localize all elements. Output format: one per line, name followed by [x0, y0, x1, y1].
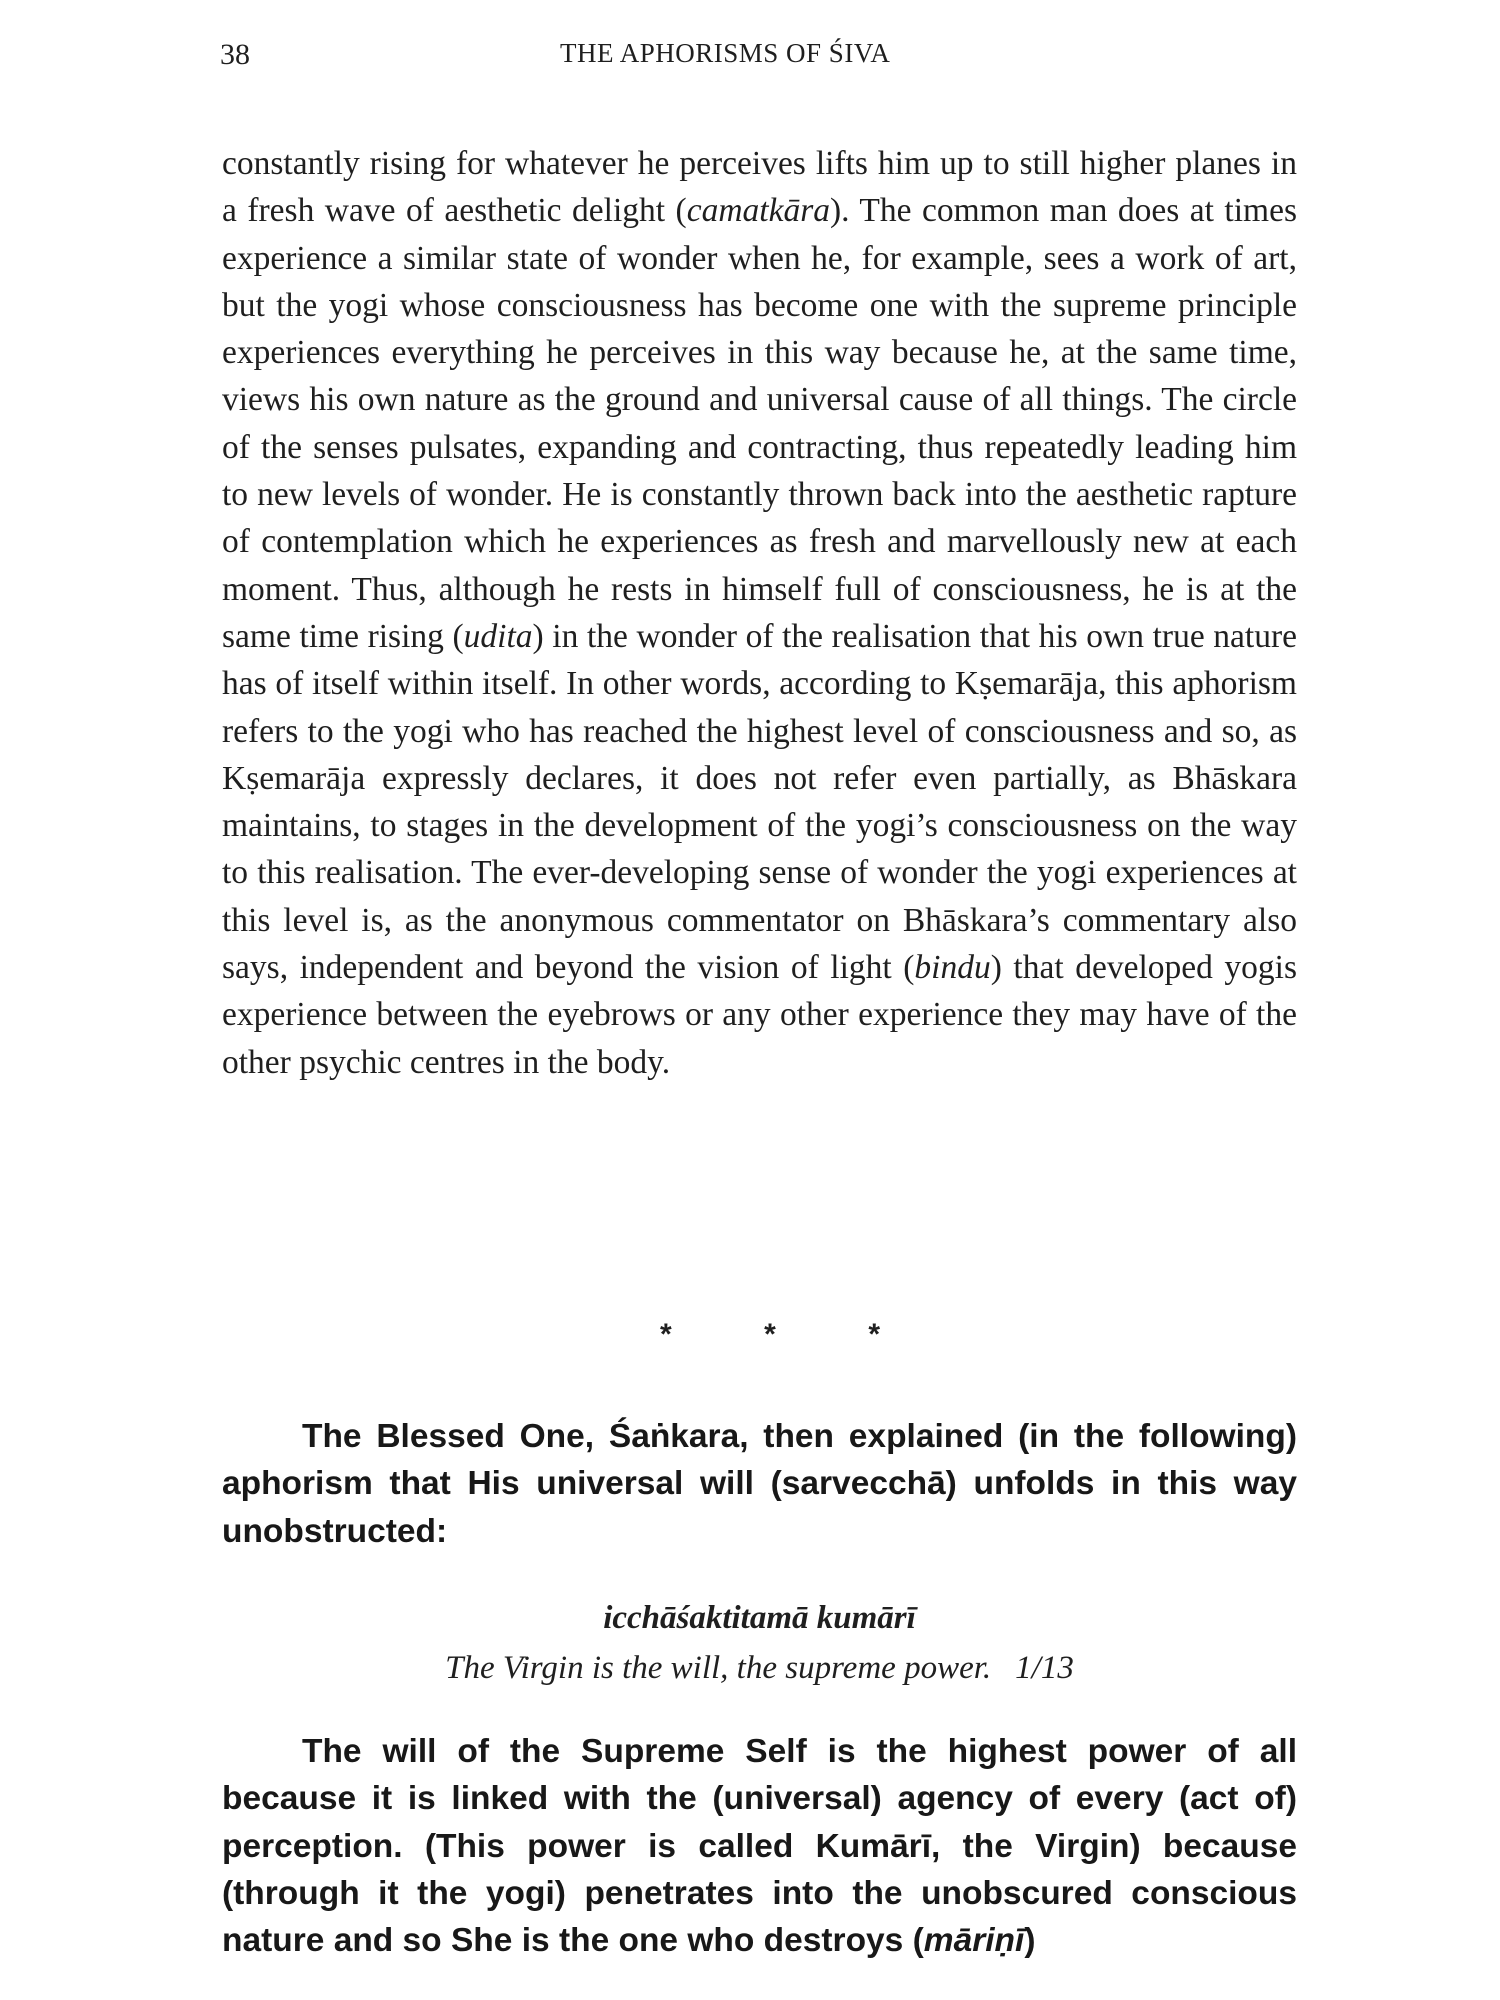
- italic-term: māriṇī: [923, 1922, 1025, 1960]
- body-paragraph: [222, 140, 1297, 1086]
- page-header: [220, 38, 1300, 78]
- text-segment: ) that developed yogis experience between the eyebrows or any other experience they may have of the other psychic centres in the body.: [222, 949, 1298, 1081]
- sutra-sanskrit: icchāśaktitamā kumārī: [603, 1600, 916, 1636]
- section-divider: [660, 1318, 880, 1352]
- text-segment: constantly rising for whatever he perceives lifts him up to still higher planes in a fresh wave of aesthetic delight (: [222, 145, 1297, 230]
- commentary-paragraph: [222, 1728, 1297, 1964]
- italic-term: udita: [463, 617, 533, 655]
- text-segment: ) in the wonder of the realisation that his own true nature has of itself within itself. In other words, according to Kṣemarāja, this aphorism refers to the yogi who has reached the highest level of consciousness and so, as Kṣemarāja expressly declares, it does not refer even partially, as Bhāskara maintains, to stages in the development of the yogi’s consciousness on the way to this realisation. The ever-developing sense of wonder the yogi experiences at this level is, as the anonymous commentator on Bhāskara’s commentary also says, independent and beyond the vision of light (: [222, 617, 1297, 987]
- page-number: 38: [220, 38, 250, 71]
- asterisk: *: [660, 1318, 672, 1351]
- asterisk: *: [764, 1318, 776, 1351]
- asterisk: *: [868, 1318, 880, 1351]
- sutra-translation: [222, 1650, 1297, 1687]
- text-segment: ). The common man does at times experience a similar state of wonder when he, for example, sees a work of art, but the yogi whose consciousness has become one with the supreme principle experiences everything he perceives in this way because he, at the same time, views his own nature as the ground and universal cause of all things. The circle of the senses pulsates, expanding and contracting, thus repeatedly leading him to new levels of wonder. He is constantly thrown back into the aesthetic rapture of contemplation which he experiences as fresh and marvellously new at each moment. Thus, although he rests in himself full of consciousness, he is at the same time rising (: [222, 192, 1297, 655]
- sutra-reference: 1/13: [1015, 1650, 1074, 1686]
- text-segment: The will of the Supreme Self is the highest power of all because it is linked with the (universal) agency of every (act of) perception. (This power is called Kumārī, the Virgin) because (through it the yogi) penetrates into the unobscured conscious nature and so She is the one who destroys (: [222, 1733, 1297, 1960]
- text-segment: ): [1024, 1922, 1036, 1960]
- running-title: THE APHORISMS OF ŚIVA: [560, 38, 891, 68]
- italic-term: camatkāra: [686, 192, 830, 230]
- intro-paragraph: The Blessed One, Śaṅkara, then explained (in the following) aphorism that His universal will (sarvecchā) unfolds in this way unobstructed:: [222, 1418, 1297, 1550]
- sutra-translation-text: The Virgin is the will, the supreme power.: [445, 1650, 992, 1686]
- italic-term: bindu: [914, 949, 991, 987]
